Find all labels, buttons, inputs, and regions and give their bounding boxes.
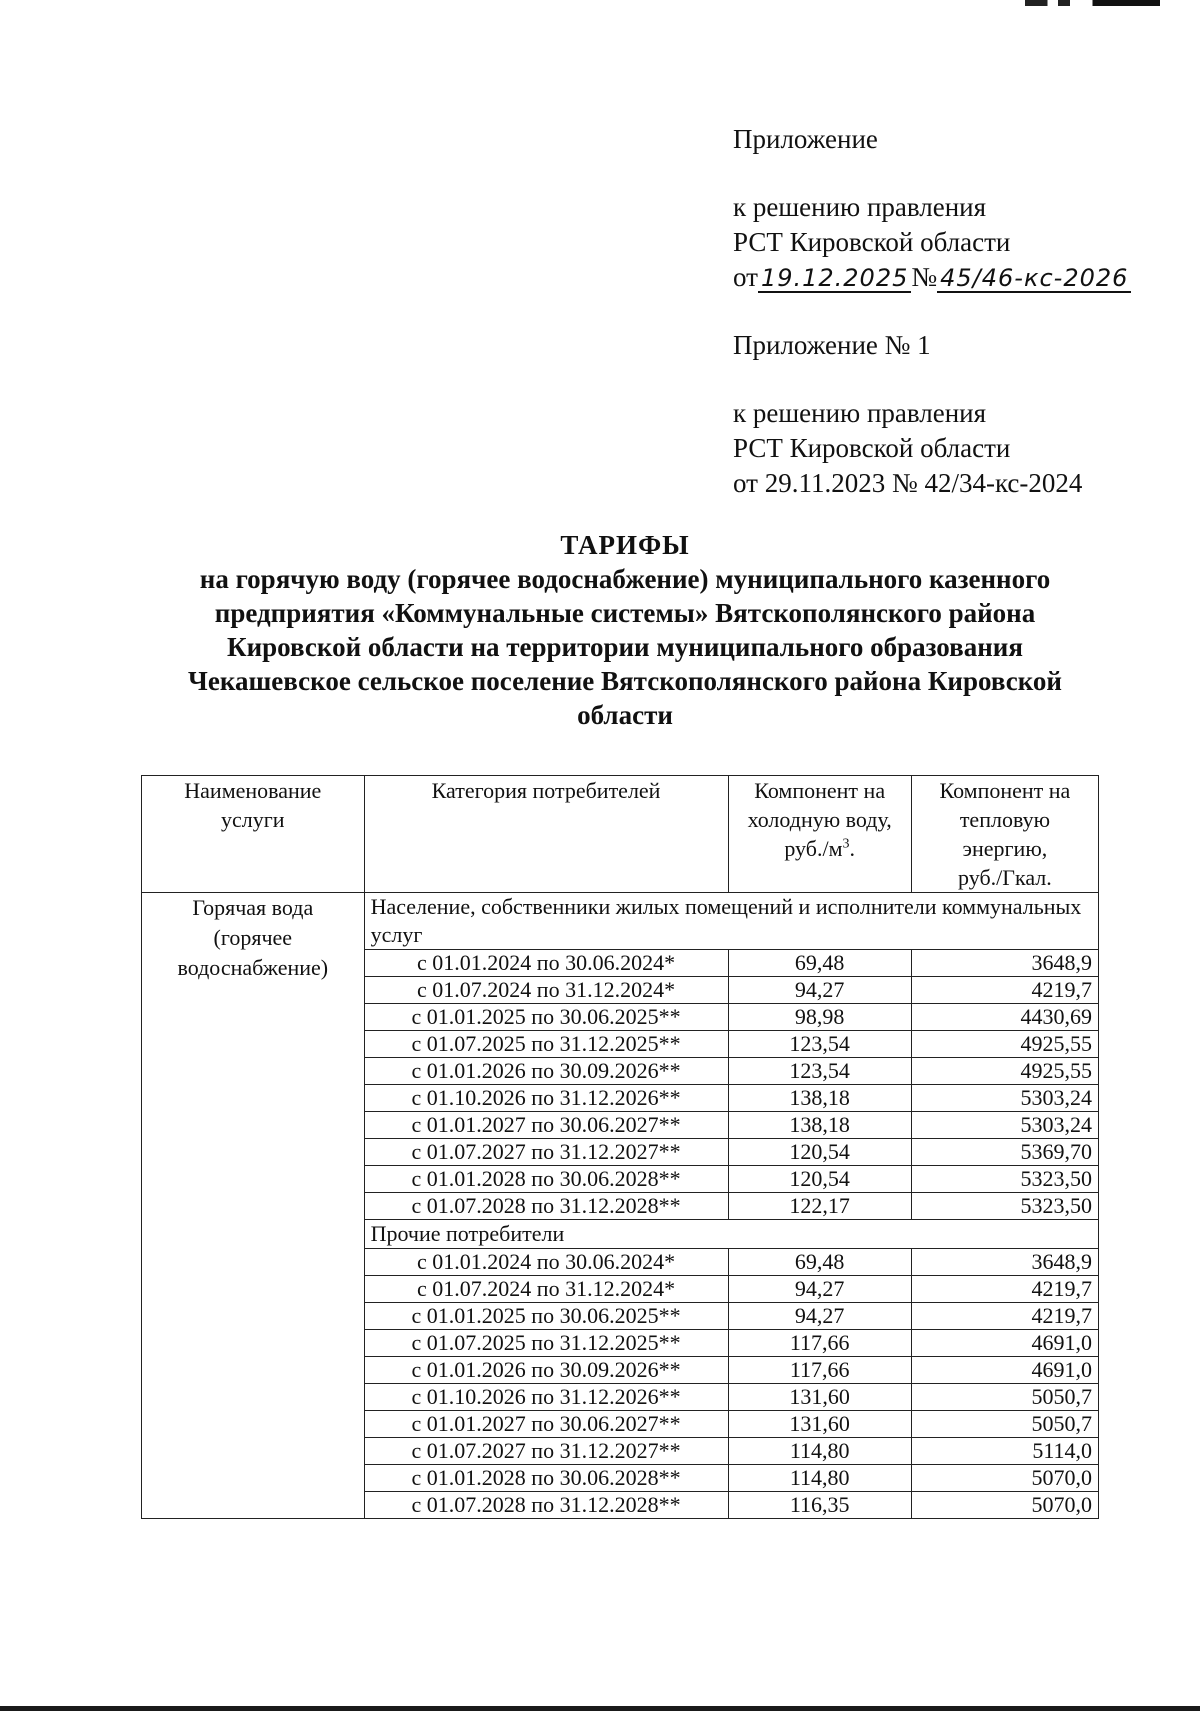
heat-energy-cell: 5369,70: [911, 1139, 1098, 1166]
period-cell: с 01.07.2024 по 31.12.2024*: [364, 1276, 728, 1303]
heat-energy-cell: 5070,0: [911, 1465, 1098, 1492]
header-category: Категория потребителей: [364, 776, 728, 893]
decision-line-1: к решению правления: [733, 192, 987, 222]
heat-energy-cell: 4691,0: [911, 1330, 1098, 1357]
heat-energy-cell: 5050,7: [911, 1384, 1098, 1411]
group-title-population: Население, собственники жилых помещений и исполнители коммунальных услуг: [364, 893, 1098, 950]
heat-energy-cell: 5050,7: [911, 1411, 1098, 1438]
period-cell: с 01.01.2024 по 30.06.2024*: [364, 1249, 728, 1276]
title-line-1: на горячую воду (горячее водоснабжение) муниципального казенного: [199, 564, 1051, 594]
cold-water-cell: 117,66: [728, 1330, 911, 1357]
service-name-cell: Горячая вода (горячее водоснабжение): [142, 893, 365, 1519]
heat-energy-cell: 5303,24: [911, 1112, 1098, 1139]
decision2-line-3: от 29.11.2023 № 42/34-кс-2024: [733, 468, 1083, 498]
header-cold-water: Компонент на холодную воду, $руб./м^3$.: [728, 776, 911, 893]
cold-water-cell: 94,27: [728, 1276, 911, 1303]
scan-artifact-bottom: [0, 1706, 1200, 1711]
title-line-2: предприятия «Коммунальные системы» Вятскополянского района: [214, 598, 1036, 628]
header-heat-energy: Компонент на тепловую энергию, руб./Гкал.: [911, 776, 1098, 893]
period-cell: с 01.01.2024 по 30.06.2024*: [364, 950, 728, 977]
document-title: [150, 528, 1100, 732]
period-cell: с 01.01.2026 по 30.09.2026**: [364, 1357, 728, 1384]
cold-water-cell: 114,80: [728, 1438, 911, 1465]
group-title-other: Прочие потребители: [364, 1220, 1098, 1249]
period-cell: с 01.01.2025 по 30.06.2025**: [364, 1004, 728, 1031]
cold-water-cell: 94,27: [728, 977, 911, 1004]
from-prefix: от: [733, 262, 758, 292]
period-cell: с 01.01.2028 по 30.06.2028**: [364, 1166, 728, 1193]
cold-water-cell: 138,18: [728, 1085, 911, 1112]
period-cell: с 01.07.2025 по 31.12.2025**: [364, 1031, 728, 1058]
heat-energy-cell: 5323,50: [911, 1193, 1098, 1220]
period-cell: с 01.01.2027 по 30.06.2027**: [364, 1112, 728, 1139]
cold-water-cell: 138,18: [728, 1112, 911, 1139]
cold-water-cell: 123,54: [728, 1031, 911, 1058]
cold-water-cell: 98,98: [728, 1004, 911, 1031]
heat-energy-cell: 4925,55: [911, 1058, 1098, 1085]
heat-energy-cell: 5303,24: [911, 1085, 1098, 1112]
heat-energy-cell: 4691,0: [911, 1357, 1098, 1384]
period-cell: с 01.10.2026 по 31.12.2026**: [364, 1085, 728, 1112]
cold-water-cell: 120,54: [728, 1166, 911, 1193]
cold-water-cell: 116,35: [728, 1492, 911, 1519]
period-cell: с 01.01.2028 по 30.06.2028**: [364, 1465, 728, 1492]
title-line-5: области: [577, 700, 673, 730]
cold-water-cell: 69,48: [728, 950, 911, 977]
heat-energy-cell: 4925,55: [911, 1031, 1098, 1058]
period-cell: с 01.07.2027 по 31.12.2027**: [364, 1438, 728, 1465]
period-cell: с 01.07.2027 по 31.12.2027**: [364, 1139, 728, 1166]
cold-water-cell: 117,66: [728, 1357, 911, 1384]
header-service: Наименование услуги: [142, 776, 365, 893]
heat-energy-cell: 4430,69: [911, 1004, 1098, 1031]
period-cell: с 01.10.2026 по 31.12.2026**: [364, 1384, 728, 1411]
table-header-row: [142, 776, 1099, 893]
decision-line-2: РСТ Кировской области: [733, 227, 1011, 257]
cold-water-cell: 120,54: [728, 1139, 911, 1166]
tariff-table: [141, 775, 1099, 1519]
title-line-3: Кировской области на территории муниципального образования: [227, 632, 1023, 662]
heat-energy-cell: 5114,0: [911, 1438, 1098, 1465]
heat-energy-cell: 3648,9: [911, 1249, 1098, 1276]
heat-energy-cell: 4219,7: [911, 1276, 1098, 1303]
cold-water-cell: 94,27: [728, 1303, 911, 1330]
cold-water-cell: 123,54: [728, 1058, 911, 1085]
heat-energy-cell: 4219,7: [911, 1303, 1098, 1330]
period-cell: с 01.07.2025 по 31.12.2025**: [364, 1330, 728, 1357]
heat-energy-cell: 4219,7: [911, 977, 1098, 1004]
appendix-title: Приложение: [733, 124, 878, 154]
cold-water-cell: 131,60: [728, 1411, 911, 1438]
title-main: ТАРИФЫ: [560, 530, 690, 560]
period-cell: с 01.01.2026 по 30.09.2026**: [364, 1058, 728, 1085]
handwritten-date: 19.12.2025: [758, 265, 911, 293]
decision-line-3: [733, 260, 1131, 295]
appendix-header: [733, 122, 1131, 501]
cold-water-cell: 69,48: [728, 1249, 911, 1276]
number-sign: №: [911, 262, 938, 292]
decision2-line-2: РСТ Кировской области: [733, 433, 1011, 463]
appendix-no-1: Приложение № 1: [733, 330, 931, 360]
handwritten-number: 45/46-кс-2026: [937, 265, 1131, 293]
scan-artifact-top: [1010, 0, 1160, 6]
decision2-line-1: к решению правления: [733, 398, 987, 428]
cold-water-cell: 131,60: [728, 1384, 911, 1411]
heat-energy-cell: 5070,0: [911, 1492, 1098, 1519]
period-cell: с 01.01.2027 по 30.06.2027**: [364, 1411, 728, 1438]
period-cell: с 01.07.2024 по 31.12.2024*: [364, 977, 728, 1004]
cold-water-cell: 114,80: [728, 1465, 911, 1492]
heat-energy-cell: 5323,50: [911, 1166, 1098, 1193]
period-cell: с 01.07.2028 по 31.12.2028**: [364, 1492, 728, 1519]
group-row: [142, 893, 1099, 950]
title-line-4: Чекашевское сельское поселение Вятскополянского района Кировской: [188, 666, 1062, 696]
period-cell: с 01.07.2028 по 31.12.2028**: [364, 1193, 728, 1220]
period-cell: с 01.01.2025 по 30.06.2025**: [364, 1303, 728, 1330]
cold-water-cell: 122,17: [728, 1193, 911, 1220]
heat-energy-cell: 3648,9: [911, 950, 1098, 977]
